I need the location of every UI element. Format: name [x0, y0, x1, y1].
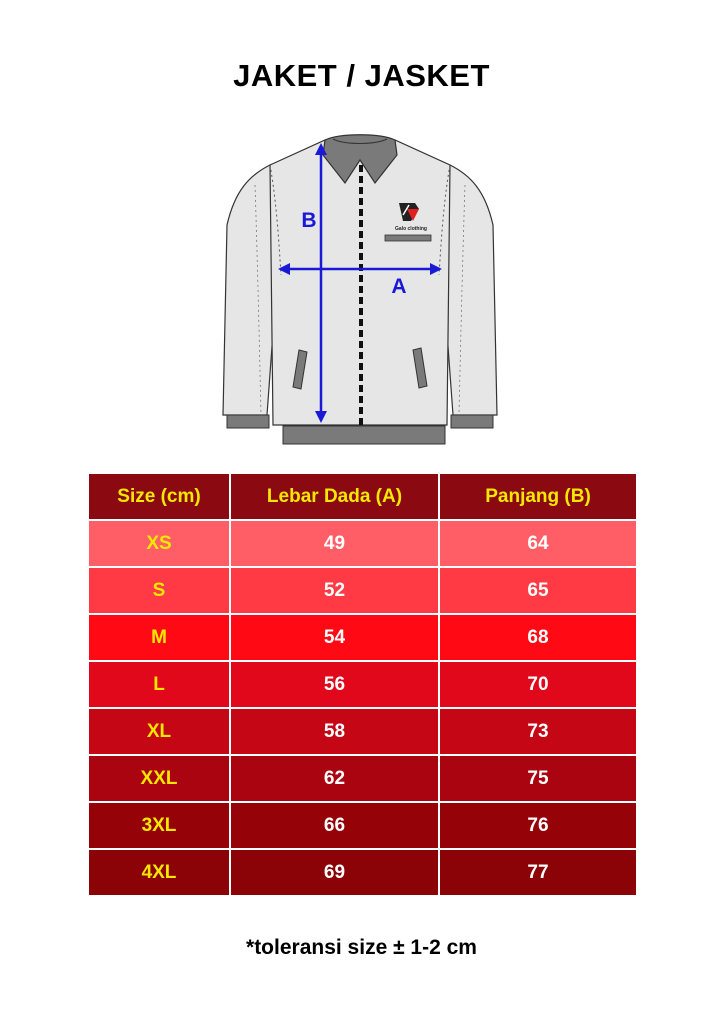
label-a: A	[391, 275, 407, 298]
right-sleeve	[443, 165, 497, 415]
right-cuff	[451, 415, 493, 428]
lebar-cell: 54	[230, 614, 439, 661]
size-chart-table	[87, 472, 638, 897]
page-title: JAKET / JASKET	[233, 58, 490, 93]
panjang-cell: 77	[439, 849, 637, 896]
size-cell: XL	[88, 708, 230, 755]
table-row	[88, 708, 637, 755]
lebar-cell: 66	[230, 802, 439, 849]
panjang-cell: 64	[439, 520, 637, 567]
header-size: Size (cm)	[88, 473, 230, 520]
label-b: B	[301, 209, 317, 232]
waistband	[283, 426, 445, 444]
left-sleeve	[223, 165, 277, 415]
size-cell: 3XL	[88, 802, 230, 849]
header-panjang: Panjang (B)	[439, 473, 637, 520]
table-row	[88, 520, 637, 567]
jacket-diagram	[215, 125, 505, 450]
panjang-cell: 76	[439, 802, 637, 849]
lebar-cell: 69	[230, 849, 439, 896]
tolerance-note: *toleransi size ± 1-2 cm	[246, 936, 477, 959]
panjang-cell: 70	[439, 661, 637, 708]
size-cell: XS	[88, 520, 230, 567]
table-row	[88, 802, 637, 849]
panjang-cell: 68	[439, 614, 637, 661]
panjang-cell: 65	[439, 567, 637, 614]
header-lebar-dada: Lebar Dada (A)	[230, 473, 439, 520]
lebar-cell: 52	[230, 567, 439, 614]
table-row	[88, 661, 637, 708]
table-header-row	[88, 473, 637, 520]
panjang-cell: 73	[439, 708, 637, 755]
lebar-cell: 62	[230, 755, 439, 802]
size-cell: S	[88, 567, 230, 614]
svg-text:Galo clothing: Galo clothing	[395, 226, 427, 232]
table-row	[88, 614, 637, 661]
table-row	[88, 755, 637, 802]
table-row	[88, 567, 637, 614]
size-cell: L	[88, 661, 230, 708]
lebar-cell: 58	[230, 708, 439, 755]
size-cell: M	[88, 614, 230, 661]
left-cuff	[227, 415, 269, 428]
size-cell: 4XL	[88, 849, 230, 896]
lebar-cell: 56	[230, 661, 439, 708]
size-cell: XXL	[88, 755, 230, 802]
chest-pocket	[385, 235, 431, 241]
panjang-cell: 75	[439, 755, 637, 802]
table-row	[88, 849, 637, 896]
lebar-cell: 49	[230, 520, 439, 567]
